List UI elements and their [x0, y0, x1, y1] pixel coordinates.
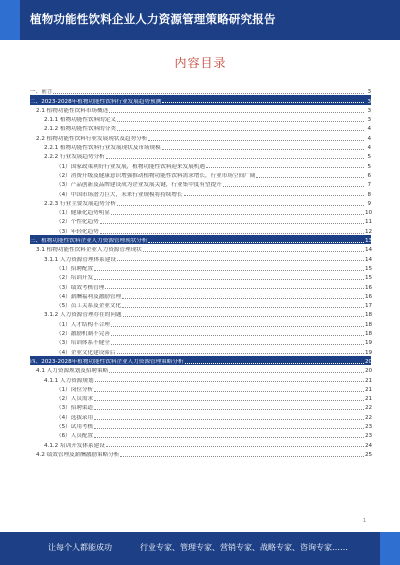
toc-heading: 内容目录 [174, 56, 227, 70]
toc-entry-label: 2.2 植物功能性饮料行业发展现状及趋势分析 [36, 135, 148, 142]
footer-tags: 行业专家、管理专家、营销专家、战略专家、咨询专家…… [140, 543, 348, 552]
toc-entry[interactable] [30, 123, 371, 132]
toc-dot-leader [123, 316, 364, 317]
toc-entry-page: 14 [365, 247, 373, 254]
toc-entry-label: （5）员工关系及企业文化 [56, 303, 122, 310]
toc-dot-leader [117, 205, 364, 206]
toc-entry-label: 3.1.2 人力资源管理存在的问题 [44, 312, 122, 319]
toc-entry[interactable] [30, 86, 371, 95]
toc-entry[interactable] [30, 309, 371, 318]
toc-dot-leader [117, 130, 364, 131]
toc-dot-leader [256, 177, 364, 178]
toc-entry-label: 3.1.1 人力资源管理体系建设 [44, 256, 116, 263]
toc-entry-page: 16 [365, 284, 373, 291]
toc-entry[interactable] [30, 356, 371, 365]
toc-entry-label: （2）培训开发 [56, 275, 94, 282]
toc-entry[interactable] [30, 337, 371, 346]
toc-entry-label: （4）选拔录用 [56, 414, 94, 421]
footer-slogan: 让每个人都能成功 [48, 543, 112, 552]
toc-dot-leader [94, 437, 364, 438]
toc-dot-leader [143, 251, 364, 252]
toc-entry-page: 22 [365, 414, 373, 421]
toc-entry-page: 19 [365, 340, 373, 347]
toc-entry-label: （1）国家政策利好行业发展，植物功能性饮料迎来发展机遇 [56, 163, 205, 170]
toc-entry-page: 21 [365, 396, 373, 403]
toc-entry-page: 22 [365, 405, 373, 412]
toc-entry-label: （4）企业文化建设滞后 [56, 349, 116, 356]
toc-entry-page: 5 [367, 163, 371, 170]
toc-entry-label: 3.1 植物功能性饮料企业人力资源管理现状 [36, 247, 142, 254]
toc-entry-page: 6 [367, 172, 371, 179]
toc-entry[interactable] [30, 198, 371, 207]
toc-entry[interactable] [30, 263, 371, 272]
toc-entry[interactable] [30, 439, 371, 448]
toc-dot-leader [109, 372, 364, 373]
toc-entry-label: 2.2.1 植物功能性饮料行业发展现状及市场规模 [44, 145, 161, 152]
toc-entry[interactable] [30, 272, 371, 281]
toc-dot-leader [94, 400, 364, 401]
toc-dot-leader [122, 307, 364, 308]
header-accent-bar [0, 0, 20, 40]
toc-entry-page: 18 [365, 331, 373, 338]
toc-entry-label: （3）招聘渠道 [56, 405, 94, 412]
toc-entry-page: 3 [367, 89, 371, 96]
toc-entry-label: 2.1.2 植物功能性饮料的分类 [44, 126, 116, 133]
toc-entry[interactable] [30, 291, 371, 300]
toc-entry-page: 4 [367, 135, 371, 142]
toc-dot-leader [111, 344, 364, 345]
toc-entry-page: 23 [365, 433, 373, 440]
toc-dot-leader [94, 270, 364, 271]
toc-entry-label: 二、2023-2028年植物功能性饮料行业发展趋势预测 [30, 98, 162, 105]
toc-dot-leader [206, 167, 364, 168]
report-title: 植物功能性饮料企业人力资源管理策略研究报告 [30, 12, 276, 26]
toc-entry[interactable] [30, 281, 371, 290]
toc-entry-label: （6）人员配置 [56, 433, 94, 440]
toc-entry[interactable] [30, 142, 371, 151]
toc-entry-page: 24 [365, 442, 373, 449]
toc-dot-leader [109, 112, 364, 113]
toc-dot-leader [95, 381, 364, 382]
toc-entry-label: 2.2.2 行业发展趋势分析 [44, 154, 105, 161]
toc-dot-leader [148, 140, 364, 141]
toc-entry-page: 20 [365, 368, 373, 375]
toc-entry[interactable] [30, 244, 371, 253]
toc-entry[interactable] [30, 300, 371, 309]
toc-entry[interactable] [30, 318, 371, 327]
document-page [30, 44, 371, 528]
toc-entry-page: 7 [367, 182, 371, 189]
toc-entry-page: 25 [365, 451, 373, 458]
toc-entry-label: （1）岗位分析 [56, 386, 94, 393]
toc-entry[interactable] [30, 393, 371, 402]
toc-dot-leader [94, 419, 364, 420]
toc-entry-page: 20 [365, 358, 373, 365]
toc-entry[interactable] [30, 188, 371, 197]
toc-entry[interactable] [30, 225, 371, 234]
toc-entry-page: 11 [365, 219, 373, 226]
toc-entry-page: 18 [365, 312, 373, 319]
toc-dot-leader [185, 363, 364, 364]
toc-entry[interactable] [30, 421, 371, 430]
toc-entry-label: （2）人员需求 [56, 396, 94, 403]
toc-dot-leader [111, 214, 364, 215]
toc-entry-label: （2）激励机制不完善 [56, 331, 110, 338]
toc-dot-leader [94, 409, 364, 410]
toc-dot-leader [117, 121, 364, 122]
toc-dot-leader [111, 335, 364, 336]
toc-dot-leader [117, 353, 365, 354]
table-of-contents [30, 86, 371, 458]
toc-entry-page: 15 [365, 275, 373, 282]
toc-entry-label: （1）人才结构不合理 [56, 321, 110, 328]
toc-entry[interactable] [30, 207, 371, 216]
toc-entry-page: 3 [367, 117, 371, 124]
toc-entry[interactable] [30, 411, 371, 420]
toc-entry[interactable] [30, 384, 371, 393]
toc-dot-leader [111, 326, 364, 327]
toc-entry-label: 2.2.3 行业主要发展趋势分析 [44, 200, 116, 207]
toc-entry-label: （1）健康化趋势明显 [56, 210, 110, 217]
toc-entry[interactable] [30, 402, 371, 411]
toc-entry-label: （3）产品创新及品牌建设成为企业发展关键，行业集中度有望提升 [56, 182, 222, 189]
toc-entry[interactable] [30, 235, 371, 244]
toc-dot-leader [117, 260, 364, 261]
toc-entry[interactable] [30, 346, 371, 355]
toc-entry-page: 10 [365, 210, 373, 217]
toc-entry-page: 18 [365, 321, 373, 328]
toc-entry-label: 4.2 绩效管理及薪酬激励策略分析 [36, 451, 120, 458]
toc-entry-label: （3）年轻化趋势 [56, 228, 99, 235]
toc-entry-label: 2.1 植物功能性饮料市场概述 [36, 107, 109, 114]
toc-entry-page: 23 [365, 423, 373, 430]
page-number: 1 [362, 518, 366, 524]
footer-accent-bar [380, 532, 400, 565]
toc-entry-label: 4.1 人力资源规划及招聘策略 [36, 368, 109, 375]
toc-entry-page: 4 [367, 126, 371, 133]
toc-entry[interactable] [30, 328, 371, 337]
toc-entry-label: 一、前言 [30, 89, 53, 96]
toc-entry-label: （2）消费升级及健康意识增强推动植物功能性饮料需求增长，行业市场空间广阔 [56, 172, 256, 179]
toc-entry-label: 四、2023-2028年植物功能性饮料企业人力资源管理策略分析 [30, 358, 184, 365]
toc-entry[interactable] [30, 160, 371, 169]
toc-dot-leader [120, 456, 364, 457]
toc-dot-leader [148, 242, 364, 243]
toc-entry-label: （4）薪酬福利及激励管理 [56, 293, 122, 300]
toc-entry-label: （2）个性化趋势 [56, 219, 99, 226]
toc-entry[interactable] [30, 374, 371, 383]
toc-dot-leader [122, 298, 364, 299]
toc-entry[interactable] [30, 449, 371, 458]
toc-entry[interactable] [30, 114, 371, 123]
toc-entry[interactable] [30, 430, 371, 439]
toc-dot-leader [162, 149, 364, 150]
toc-entry-label: （3）培训体系不健全 [56, 340, 110, 347]
toc-entry-page: 16 [365, 293, 373, 300]
toc-entry-page: 4 [367, 145, 371, 152]
toc-entry-label: 三、植物功能性饮料企业人力资源管理现状分析 [30, 238, 148, 245]
toc-dot-leader [106, 446, 364, 447]
toc-dot-leader [106, 158, 364, 159]
toc-entry-page: 13 [365, 238, 373, 245]
toc-entry-label: （5）试用考核 [56, 423, 94, 430]
toc-entry-page: 3 [367, 98, 371, 105]
toc-entry-page: 3 [367, 107, 371, 114]
toc-entry[interactable] [30, 170, 371, 179]
toc-dot-leader [94, 428, 364, 429]
toc-entry-page: 21 [365, 386, 373, 393]
toc-dot-leader [94, 279, 364, 280]
toc-entry[interactable] [30, 365, 371, 374]
toc-entry[interactable] [30, 151, 371, 160]
toc-dot-leader [100, 233, 364, 234]
toc-entry-page: 14 [365, 256, 373, 263]
toc-entry[interactable] [30, 132, 371, 141]
report-footer [0, 532, 400, 565]
toc-entry-label: （1）招聘配置 [56, 265, 94, 272]
toc-dot-leader [53, 93, 364, 94]
toc-entry[interactable] [30, 253, 371, 262]
toc-entry[interactable] [30, 95, 371, 104]
toc-entry-label: 4.1.2 培训开发体系建设 [44, 442, 105, 449]
toc-entry[interactable] [30, 179, 371, 188]
toc-dot-leader [223, 186, 364, 187]
toc-entry-label: 4.1.1 人力资源规划 [44, 377, 94, 384]
toc-entry-page: 17 [365, 303, 373, 310]
toc-dot-leader [105, 288, 364, 289]
toc-entry-page: 12 [365, 228, 373, 235]
toc-entry-label: （4）中国市场潜力巨大，未来行业规模将持续增长 [56, 191, 183, 198]
toc-dot-leader [184, 195, 364, 196]
toc-entry-page: 15 [365, 265, 373, 272]
toc-entry-page: 21 [365, 377, 373, 384]
toc-dot-leader [162, 102, 364, 103]
toc-dot-leader [100, 223, 364, 224]
toc-entry-page: 9 [367, 200, 371, 207]
toc-entry[interactable] [30, 216, 371, 225]
toc-entry-page: 19 [365, 349, 373, 356]
report-header [0, 0, 400, 40]
toc-entry-page: 5 [367, 154, 371, 161]
toc-entry-page: 8 [367, 191, 371, 198]
toc-dot-leader [94, 391, 364, 392]
toc-entry-label: 2.1.1 植物功能性饮料的定义 [44, 117, 116, 124]
toc-entry[interactable] [30, 105, 371, 114]
toc-entry-label: （3）绩效考核管理 [56, 284, 105, 291]
